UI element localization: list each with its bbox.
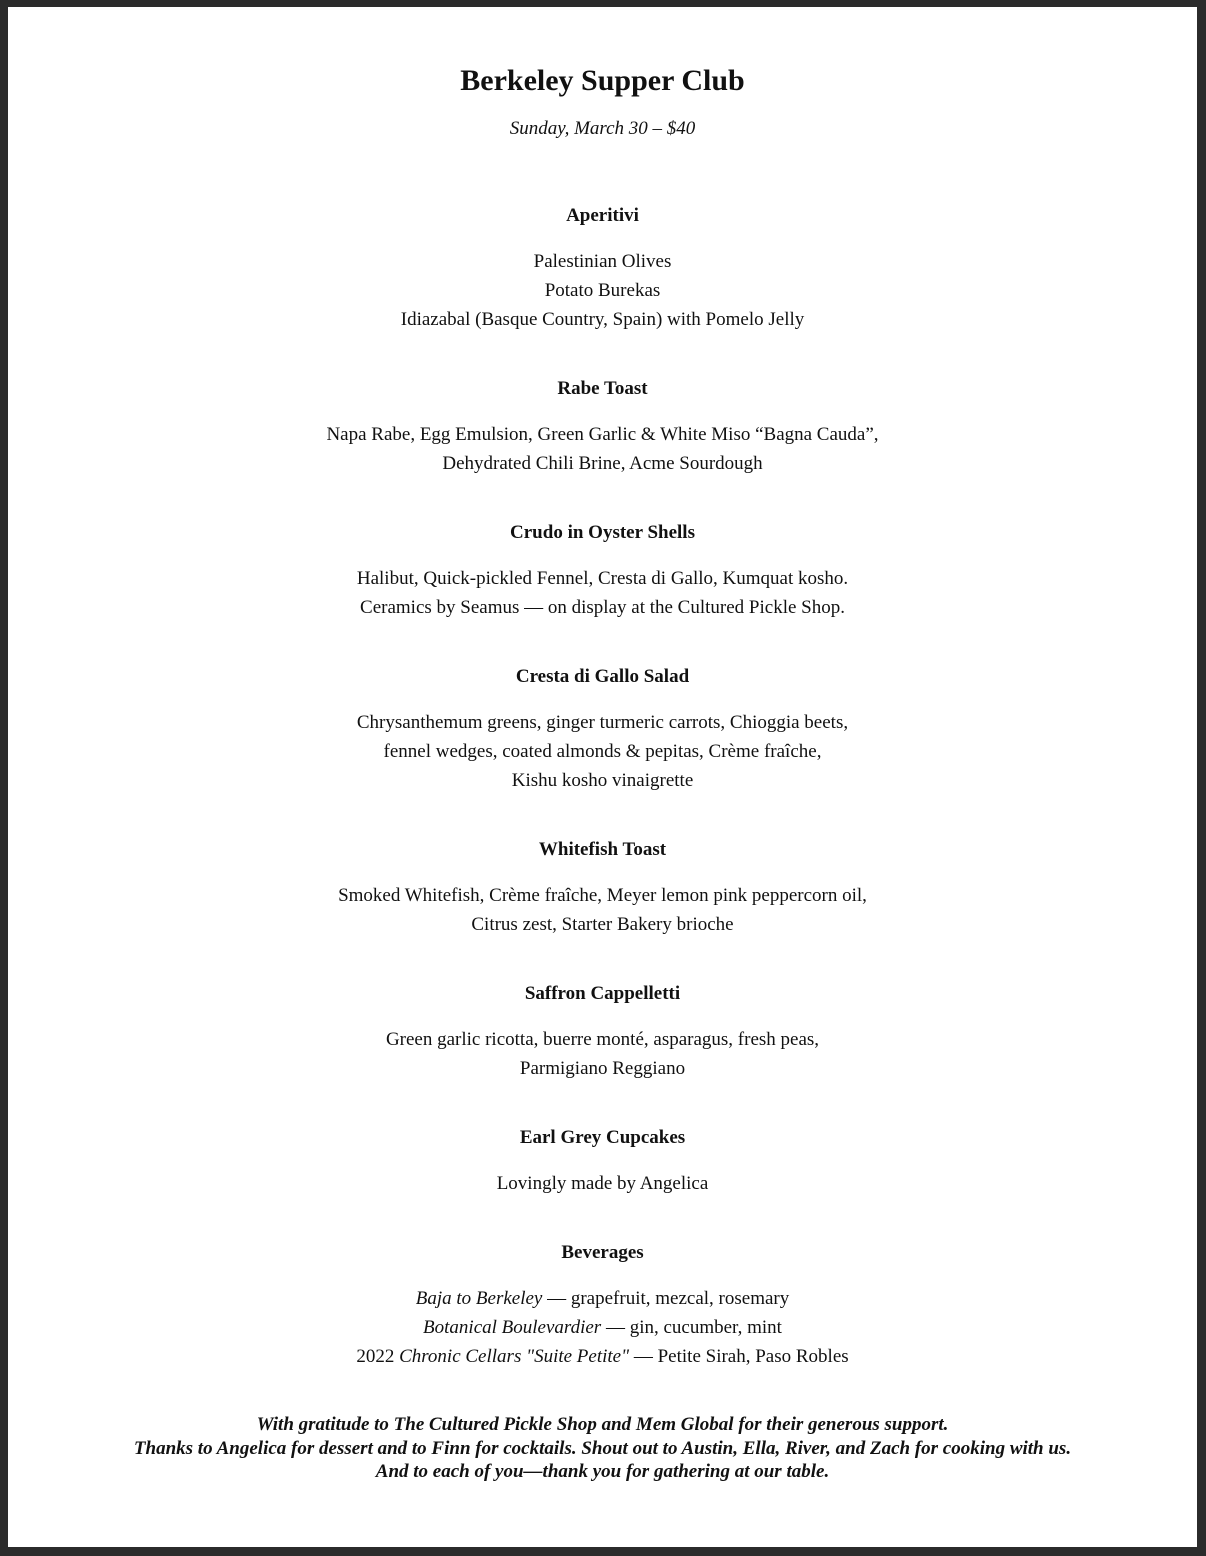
section-items xyxy=(8,881,1197,939)
menu-item-line: Dehydrated Chili Brine, Acme Sourdough xyxy=(442,453,763,474)
beverage-line xyxy=(8,1313,1197,1342)
section-aperitivi xyxy=(8,204,1197,334)
section-beverages xyxy=(8,1241,1197,1371)
beverage-detail: — Petite Sirah, Paso Robles xyxy=(629,1346,849,1367)
menu-item-line: Halibut, Quick-pickled Fennel, Cresta di Gallo, Kumquat kosho. xyxy=(356,568,849,589)
menu-item-line: Palestinian Olives xyxy=(533,251,672,272)
section-title: Crudo in Oyster Shells xyxy=(510,522,695,543)
beverage-detail: — gin, cucumber, mint xyxy=(601,1317,782,1338)
section-cresta-salad xyxy=(8,665,1197,795)
section-rabe-toast xyxy=(8,377,1197,478)
section-earl-grey-cupcakes xyxy=(8,1126,1197,1198)
menu-title: Berkeley Supper Club xyxy=(460,64,745,97)
beverage-items xyxy=(8,1284,1197,1371)
section-items xyxy=(8,1169,1197,1198)
menu-item-line: fennel wedges, coated almonds & pepitas, Crème fraîche, xyxy=(383,741,822,762)
beverage-line xyxy=(8,1284,1197,1313)
gratitude-footer xyxy=(8,1413,1197,1484)
menu-item-line: Kishu kosho vinaigrette xyxy=(511,770,694,791)
section-title: Whitefish Toast xyxy=(538,839,667,860)
menu-item-line: Idiazabal (Basque Country, Spain) with Pomelo Jelly xyxy=(400,309,805,330)
beverage-prefix: 2022 xyxy=(356,1346,400,1367)
section-items xyxy=(8,564,1197,622)
beverage-name: Baja to Berkeley xyxy=(415,1288,543,1309)
menu-item-line: Lovingly made by Angelica xyxy=(496,1173,709,1194)
section-items xyxy=(8,708,1197,795)
section-title: Aperitivi xyxy=(566,205,639,226)
section-whitefish-toast xyxy=(8,838,1197,939)
section-title: Saffron Cappelletti xyxy=(524,983,681,1004)
menu-item-line: Parmigiano Reggiano xyxy=(519,1058,686,1079)
section-crudo xyxy=(8,521,1197,622)
footer-line: And to each of you—thank you for gathering at our table. xyxy=(375,1461,830,1482)
section-title: Rabe Toast xyxy=(557,378,648,399)
menu-item-line: Potato Burekas xyxy=(544,280,661,301)
menu-item-line: Green garlic ricotta, buerre monté, asparagus, fresh peas, xyxy=(385,1029,820,1050)
footer-line: Thanks to Angelica for dessert and to Finn for cocktails. Shout out to Austin, Ella, River, and Zach for cooking with us. xyxy=(133,1437,1072,1459)
beverage-name: Botanical Boulevardier xyxy=(423,1317,602,1338)
menu-item-line: Smoked Whitefish, Crème fraîche, Meyer lemon pink peppercorn oil, xyxy=(338,885,867,906)
menu-item-line: Napa Rabe, Egg Emulsion, Green Garlic & White Miso “Bagna Cauda”, xyxy=(326,424,879,445)
menu-page xyxy=(8,7,1197,1547)
section-title: Beverages xyxy=(561,1242,644,1263)
section-saffron-cappelletti xyxy=(8,982,1197,1083)
menu-item-line: Citrus zest, Starter Bakery brioche xyxy=(471,914,734,935)
footer-line: With gratitude to The Cultured Pickle Shop and Mem Global for their generous support. xyxy=(256,1414,949,1435)
beverage-line xyxy=(8,1342,1197,1371)
section-items xyxy=(8,1025,1197,1083)
section-items xyxy=(8,420,1197,478)
section-title: Cresta di Gallo Salad xyxy=(515,666,690,687)
menu-item-line: Chrysanthemum greens, ginger turmeric carrots, Chioggia beets, xyxy=(356,712,849,733)
beverage-name: Chronic Cellars "Suite Petite" xyxy=(399,1346,630,1367)
beverage-detail: — grapefruit, mezcal, rosemary xyxy=(542,1288,790,1309)
menu-subtitle: Sunday, March 30 – $40 xyxy=(509,118,696,139)
menu-item-line: Ceramics by Seamus — on display at the Cultured Pickle Shop. xyxy=(360,597,845,618)
section-items xyxy=(8,247,1197,334)
section-title: Earl Grey Cupcakes xyxy=(519,1127,686,1148)
